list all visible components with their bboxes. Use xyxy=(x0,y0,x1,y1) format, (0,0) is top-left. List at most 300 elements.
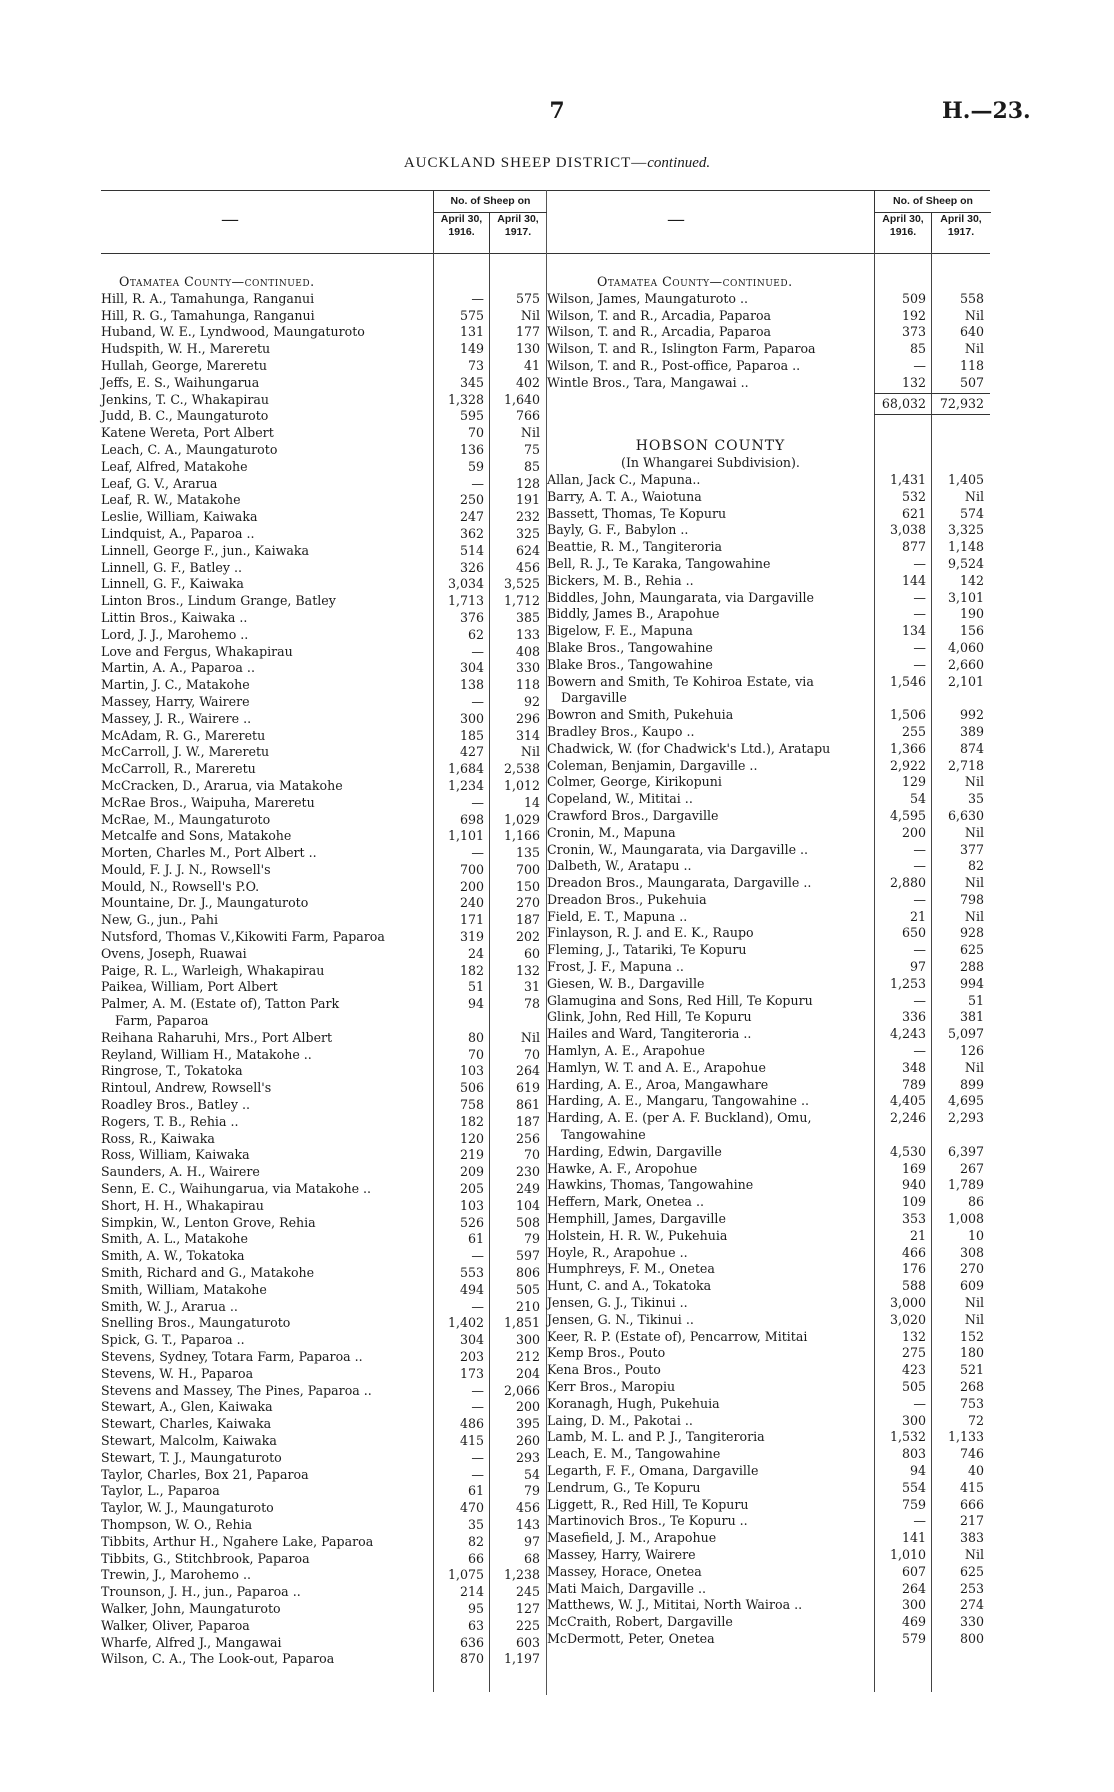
sheep-1916: 514 xyxy=(459,542,484,558)
table-row xyxy=(101,1551,546,1568)
sheep-1916: 526 xyxy=(459,1214,484,1230)
owner-name: Wilson, T. and R., Arcadia, Paparoa xyxy=(547,307,772,323)
sheep-1917: 507 xyxy=(959,374,984,390)
sheep-1917: Nil xyxy=(520,307,540,323)
sheep-1917: 274 xyxy=(959,1597,984,1613)
subdivision-heading: (In Whangarei Subdivision). xyxy=(621,455,800,471)
table-row xyxy=(101,1114,546,1131)
sheep-1916: 61 xyxy=(467,1483,484,1499)
sheep-1916: — xyxy=(471,845,484,861)
owner-name: Dargaville xyxy=(561,690,627,706)
owner-name: Harding, Edwin, Dargaville xyxy=(547,1143,722,1159)
sheep-1916: 1,010 xyxy=(889,1546,926,1562)
owner-name: Taylor, W. J., Maungaturoto xyxy=(101,1500,274,1516)
sheep-1917: 92 xyxy=(523,693,540,709)
sheep-1916: 319 xyxy=(459,929,484,945)
sheep-1916: — xyxy=(471,1466,484,1482)
table-row xyxy=(101,879,546,896)
owner-name: Linnell, George F., jun., Kaiwaka xyxy=(101,542,310,558)
sheep-1917: Nil xyxy=(520,425,540,441)
sheep-1916: 621 xyxy=(901,505,926,521)
sheep-1917: 1,851 xyxy=(503,1315,540,1331)
owner-name: Biddles, John, Maungarata, via Dargaville xyxy=(547,589,815,605)
table-row xyxy=(101,560,546,577)
owner-name: Frost, J. F., Mapuna .. xyxy=(547,959,684,975)
owner-name: Metcalfe and Sons, Matakohe xyxy=(101,828,292,844)
owner-name: Masefield, J. M., Arapohue xyxy=(547,1530,717,1546)
sheep-1916: 275 xyxy=(901,1345,926,1361)
sheep-1916: 304 xyxy=(459,660,484,676)
sheep-1916: 698 xyxy=(459,811,484,827)
no-of-sheep-header: No. of Sheep on xyxy=(433,191,547,213)
sheep-1916: 134 xyxy=(901,623,926,639)
sheep-1917: 51 xyxy=(967,992,984,1008)
sheep-1916: 200 xyxy=(901,824,926,840)
sheep-1916: 575 xyxy=(459,307,484,323)
sheep-1916: 304 xyxy=(459,1332,484,1348)
sheep-1917: 249 xyxy=(515,1181,540,1197)
sheep-1916: — xyxy=(471,1298,484,1314)
table-row xyxy=(101,895,546,912)
sheep-1916: 205 xyxy=(459,1181,484,1197)
owner-name: Wilson, T. and R., Arcadia, Paparoa xyxy=(547,324,772,340)
owner-name: Koranagh, Hugh, Pukehuia xyxy=(547,1395,720,1411)
sheep-1917: 293 xyxy=(515,1449,540,1465)
owner-name: Leslie, William, Kaiwaka xyxy=(101,509,258,525)
table-row xyxy=(547,1009,990,1026)
owner-name: Liggett, R., Red Hill, Te Kopuru xyxy=(547,1496,749,1512)
table-row xyxy=(547,506,990,523)
owner-name: Nutsford, Thomas V.,Kikowiti Farm, Paparoa xyxy=(101,929,385,945)
year-1916-header: April 30, 1916. xyxy=(882,213,924,238)
sheep-1917: 82 xyxy=(967,858,984,874)
sheep-1917: 190 xyxy=(959,606,984,622)
sheep-1917: 156 xyxy=(959,623,984,639)
table-row xyxy=(547,1261,990,1278)
table-row xyxy=(101,979,546,996)
sheep-1917: 597 xyxy=(515,1248,540,1264)
table-row xyxy=(547,341,990,358)
sheep-1916: 1,532 xyxy=(889,1429,926,1445)
owner-name: Littin Bros., Kaiwaka .. xyxy=(101,609,248,625)
sheep-1916: — xyxy=(913,891,926,907)
sheep-1916: 136 xyxy=(459,441,484,457)
table-row xyxy=(101,1265,546,1282)
owner-name: Colmer, George, Kirikopuni xyxy=(547,774,722,790)
table-row xyxy=(547,1581,990,1598)
owner-name: Bradley Bros., Kaupo .. xyxy=(547,723,695,739)
table-row xyxy=(547,1345,990,1362)
sheep-1917: 253 xyxy=(959,1580,984,1596)
table-row xyxy=(101,291,546,308)
table-row xyxy=(547,1413,990,1430)
table-row xyxy=(101,1282,546,1299)
sheep-1916: 300 xyxy=(901,1412,926,1428)
sheep-1917: 402 xyxy=(515,374,540,390)
sheep-1916: 54 xyxy=(909,791,926,807)
sheep-1917: 118 xyxy=(515,677,540,693)
sheep-1916: 554 xyxy=(901,1479,926,1495)
sheep-1917: 3,525 xyxy=(503,576,540,592)
sheep-1916: 789 xyxy=(901,1076,926,1092)
table-row xyxy=(547,623,990,640)
sheep-1916: 4,243 xyxy=(889,1026,926,1042)
sheep-1916: 470 xyxy=(459,1500,484,1516)
owner-name: Heffern, Mark, Onetea .. xyxy=(547,1194,704,1210)
sheep-1917: 127 xyxy=(515,1600,540,1616)
sheep-1917: 78 xyxy=(523,996,540,1012)
table-row xyxy=(101,1483,546,1500)
table-row xyxy=(547,1396,990,1413)
sheep-1917: 3,325 xyxy=(947,522,984,538)
sheep-1916: 4,405 xyxy=(889,1093,926,1109)
owner-name: Beattie, R. M., Tangiteroria xyxy=(547,539,723,555)
owner-name: Katene Wereta, Port Albert xyxy=(101,425,274,441)
sheep-1917: 10 xyxy=(967,1227,984,1243)
owner-name: Huband, W. E., Lyndwood, Maungaturoto xyxy=(101,324,365,340)
owner-name: Snelling Bros., Maungaturoto xyxy=(101,1315,291,1331)
sheep-1917: 415 xyxy=(959,1479,984,1495)
sheep-1916: — xyxy=(913,841,926,857)
sheep-1916: 70 xyxy=(467,425,484,441)
owner-name: Keer, R. P. (Estate of), Pencarrow, Mititai xyxy=(547,1328,808,1344)
owner-name: Jenkins, T. C., Whakapirau xyxy=(101,391,270,407)
owner-name: Smith, A. W., Tokatoka xyxy=(101,1248,245,1264)
table-row xyxy=(547,1245,990,1262)
sheep-1917: 6,397 xyxy=(947,1143,984,1159)
sheep-1916: 494 xyxy=(459,1281,484,1297)
owner-name: Barry, A. T. A., Waiotuna xyxy=(547,488,702,504)
table-row xyxy=(547,825,990,842)
owner-name: Coleman, Benjamin, Dargaville .. xyxy=(547,757,758,773)
sheep-1917: 35 xyxy=(967,791,984,807)
owner-name: Morten, Charles M., Port Albert .. xyxy=(101,845,317,861)
sheep-1916: 59 xyxy=(467,458,484,474)
table-row xyxy=(547,1446,990,1463)
sheep-1916: 247 xyxy=(459,509,484,525)
owner-name: Simpkin, W., Lenton Grove, Rehia xyxy=(101,1214,316,1230)
table-row xyxy=(547,573,990,590)
sheep-1916: 94 xyxy=(467,996,484,1012)
owner-name: Massey, Horace, Onetea xyxy=(547,1563,702,1579)
sheep-1917: 330 xyxy=(959,1614,984,1630)
sheep-1917: 5,097 xyxy=(947,1026,984,1042)
table-row xyxy=(547,1077,990,1094)
sheep-1916: — xyxy=(471,1382,484,1398)
table-row xyxy=(101,543,546,560)
table-row xyxy=(547,1110,990,1127)
sheep-1917: 746 xyxy=(959,1446,984,1462)
sheep-1916: 95 xyxy=(467,1600,484,1616)
sheep-1917: 200 xyxy=(515,1399,540,1415)
sheep-1916: 1,546 xyxy=(889,673,926,689)
table-row xyxy=(547,358,990,375)
sheep-1917: 609 xyxy=(959,1278,984,1294)
sheep-1916: — xyxy=(471,1399,484,1415)
sheep-1916: — xyxy=(471,1449,484,1465)
sheep-1916: 2,246 xyxy=(889,1110,926,1126)
sheep-1916: 132 xyxy=(901,374,926,390)
owner-name: Martinovich Bros., Te Kopuru .. xyxy=(547,1513,748,1529)
owner-name: Allan, Jack C., Mapuna.. xyxy=(547,471,701,487)
sheep-1916: 469 xyxy=(901,1614,926,1630)
owner-name: Stewart, T. J., Maungaturoto xyxy=(101,1449,282,1465)
owner-name: Wintle Bros., Tara, Mangawai .. xyxy=(547,374,749,390)
sheep-1917: 210 xyxy=(515,1298,540,1314)
table-row xyxy=(547,1614,990,1631)
sheep-1916: — xyxy=(913,1395,926,1411)
sheep-1917: 381 xyxy=(959,1009,984,1025)
sheep-1917: 41 xyxy=(523,357,540,373)
sheep-1916: — xyxy=(913,589,926,605)
owner-name: Love and Fergus, Whakapirau xyxy=(101,643,293,659)
sheep-1916: 97 xyxy=(909,959,926,975)
table-row xyxy=(101,1097,546,1114)
sheep-1916: — xyxy=(913,1043,926,1059)
sheep-1917: 899 xyxy=(959,1076,984,1092)
table-row xyxy=(547,1480,990,1497)
owner-name: Chadwick, W. (for Chadwick's Ltd.), Aratapu xyxy=(547,740,831,756)
table-row xyxy=(101,1366,546,1383)
table-row xyxy=(101,408,546,425)
table-row xyxy=(101,929,546,946)
sheep-1916: 1,684 xyxy=(447,761,484,777)
table-row xyxy=(547,707,990,724)
sheep-1917: Nil xyxy=(964,488,984,504)
sheep-1917: 232 xyxy=(515,509,540,525)
sheep-1917: 874 xyxy=(959,740,984,756)
owner-name: Glink, John, Red Hill, Te Kopuru xyxy=(547,1009,752,1025)
sheep-1917: 666 xyxy=(959,1496,984,1512)
sheep-1917: 150 xyxy=(515,878,540,894)
owner-name: Reihana Raharuhi, Mrs., Port Albert xyxy=(101,1029,333,1045)
owner-name: Mould, F. J. J. N., Rowsell's xyxy=(101,861,271,877)
table-row xyxy=(547,1362,990,1379)
sheep-1917: Nil xyxy=(520,1029,540,1045)
sheep-1916: 607 xyxy=(901,1563,926,1579)
sheep-1917: 800 xyxy=(959,1630,984,1646)
right-table-body xyxy=(547,254,990,1648)
owner-name: Stewart, Malcolm, Kaiwaka xyxy=(101,1432,277,1448)
owner-name: Harding, A. E., Aroa, Mangawhare xyxy=(547,1076,769,1092)
owner-name: Blake Bros., Tangowahine xyxy=(547,656,713,672)
table-row xyxy=(101,694,546,711)
sheep-1917: 314 xyxy=(515,727,540,743)
sheep-1916: — xyxy=(913,942,926,958)
year-1916-header: April 30, 1916. xyxy=(440,213,483,238)
sheep-1917: 187 xyxy=(515,912,540,928)
owner-name: Martin, J. C., Matakohe xyxy=(101,677,250,693)
sheep-1917: 798 xyxy=(959,891,984,907)
table-row xyxy=(101,1131,546,1148)
sheep-1916: — xyxy=(471,794,484,810)
table-row xyxy=(547,556,990,573)
sheep-1917: 619 xyxy=(515,1080,540,1096)
table-row xyxy=(101,576,546,593)
sheep-1916: 3,000 xyxy=(889,1295,926,1311)
sheep-1916: 700 xyxy=(459,861,484,877)
sheep-1917: 700 xyxy=(515,861,540,877)
sheep-1917: 558 xyxy=(959,290,984,306)
sheep-1916: 63 xyxy=(467,1617,484,1633)
table-row xyxy=(547,1463,990,1480)
sheep-1917: 625 xyxy=(959,942,984,958)
owner-name: Hawke, A. F., Aropohue xyxy=(547,1160,698,1176)
owner-name: Walker, John, Maungaturoto xyxy=(101,1600,281,1616)
year-1917-header: April 30, 1917. xyxy=(940,213,982,238)
sheep-1916: 466 xyxy=(901,1244,926,1260)
owner-name: Jeffs, E. S., Waihungarua xyxy=(101,374,260,390)
sheep-1917: 135 xyxy=(515,845,540,861)
sheep-1916: 182 xyxy=(459,962,484,978)
sheep-1916: 4,595 xyxy=(889,807,926,823)
sheep-1917: 456 xyxy=(515,1500,540,1516)
sheep-1916: 376 xyxy=(459,609,484,625)
table-row xyxy=(101,728,546,745)
sheep-1916: — xyxy=(471,693,484,709)
year-1917-header: April 30, 1917. xyxy=(497,213,539,238)
sheep-1917: 212 xyxy=(515,1349,540,1364)
table-row xyxy=(547,1329,990,1346)
table-row xyxy=(101,778,546,795)
sheep-1916: 73 xyxy=(467,357,484,373)
table-row xyxy=(101,358,546,375)
owner-name: Cronin, M., Mapuna xyxy=(547,824,676,840)
table-row xyxy=(547,606,990,623)
table-row xyxy=(101,1467,546,1484)
name-column-dash: — xyxy=(667,209,685,230)
table-row xyxy=(101,442,546,459)
owner-name: Hunt, C. and A., Tokatoka xyxy=(547,1278,712,1294)
table-row xyxy=(547,842,990,859)
sheep-1917: 4,060 xyxy=(947,639,984,655)
sheep-1917: Nil xyxy=(964,1311,984,1327)
sheep-1916: 415 xyxy=(459,1432,484,1448)
owner-name: Lord, J. J., Marohemo .. xyxy=(101,626,249,642)
owner-name: Holstein, H. R. W., Pukehuia xyxy=(547,1227,728,1243)
sheep-1916: 300 xyxy=(459,710,484,726)
owner-name: Smith, W. J., Ararua .. xyxy=(101,1298,238,1314)
sheep-1916: — xyxy=(913,606,926,622)
owner-name: Hailes and Ward, Tangiteroria .. xyxy=(547,1026,752,1042)
table-row xyxy=(547,1530,990,1547)
owner-name: Wilson, T. and R., Islington Farm, Paparoa xyxy=(547,341,816,357)
sheep-1917: 9,524 xyxy=(947,555,984,571)
table-row xyxy=(547,1429,990,1446)
sheep-1916: — xyxy=(913,555,926,571)
table-row xyxy=(101,459,546,476)
sheep-1917: 268 xyxy=(959,1379,984,1394)
owner-name: Tibbits, G., Stitchbrook, Paparoa xyxy=(101,1550,310,1566)
sheep-1916: 250 xyxy=(459,492,484,508)
owner-name: Spick, G. T., Paparoa .. xyxy=(101,1332,245,1348)
owner-name: McCarroll, J. W., Mareretu xyxy=(101,744,270,760)
sheep-1917: 1,008 xyxy=(947,1211,984,1227)
owner-name: Lendrum, G., Te Kopuru xyxy=(547,1479,701,1495)
table-row xyxy=(101,1147,546,1164)
table-row xyxy=(101,761,546,778)
sheep-1916: 120 xyxy=(459,1130,484,1146)
sheep-1916: — xyxy=(471,1248,484,1264)
table-row xyxy=(101,795,546,812)
table-row xyxy=(547,808,990,825)
owner-name: Walker, Oliver, Paparoa xyxy=(101,1617,250,1633)
owner-name: Wilson, James, Maungaturoto .. xyxy=(547,290,748,306)
table-row xyxy=(547,758,990,775)
sheep-1917: 187 xyxy=(515,1113,540,1129)
sheep-1916: 1,101 xyxy=(447,828,484,844)
owner-name: Field, E. T., Mapuna .. xyxy=(547,908,688,924)
owner-name: Copeland, W., Mititai .. xyxy=(547,791,693,807)
sheep-1916: 61 xyxy=(467,1231,484,1247)
sheep-1916: 255 xyxy=(901,723,926,739)
owner-name: Short, H. H., Whakapirau xyxy=(101,1197,264,1213)
sheep-1917: 2,538 xyxy=(503,761,540,777)
table-row xyxy=(101,1198,546,1215)
table-row xyxy=(547,1211,990,1228)
document-reference: H.—23. xyxy=(942,98,1031,124)
table-row xyxy=(101,1635,546,1652)
table-row xyxy=(547,724,990,741)
owner-name: Taylor, Charles, Box 21, Paparoa xyxy=(101,1466,309,1482)
sheep-1916: 62 xyxy=(467,626,484,642)
table-row xyxy=(547,1278,990,1295)
sheep-1917: 128 xyxy=(515,475,540,491)
sheep-1917: 308 xyxy=(959,1244,984,1260)
sheep-1916: 427 xyxy=(459,744,484,760)
owner-name: Matthews, W. J., Mititai, North Wairoa .. xyxy=(547,1597,803,1613)
owner-name: New, G., jun., Pahi xyxy=(101,912,219,928)
right-table-header xyxy=(547,190,990,254)
sheep-1917: 97 xyxy=(523,1533,540,1549)
sheep-1917: 85 xyxy=(523,458,540,474)
table-row xyxy=(101,1013,546,1030)
sheep-1917: 230 xyxy=(515,1164,540,1180)
owner-name: Hemphill, James, Dargaville xyxy=(547,1211,726,1227)
table-row xyxy=(101,425,546,442)
sheep-1917: 118 xyxy=(959,357,984,373)
sheep-1916: — xyxy=(471,475,484,491)
owner-name: Kerr Bros., Maropiu xyxy=(547,1379,676,1394)
owner-name: McRae, M., Maungaturoto xyxy=(101,811,271,827)
owner-name: Harding, A. E., Mangaru, Tangowahine .. xyxy=(547,1093,809,1109)
owner-name: Leaf, G. V., Ararua xyxy=(101,475,218,491)
table-row xyxy=(101,1383,546,1400)
table-row xyxy=(101,1584,546,1601)
sheep-1916: 870 xyxy=(459,1651,484,1667)
owner-name: Giesen, W. B., Dargaville xyxy=(547,975,705,991)
table-row xyxy=(101,1332,546,1349)
table-row xyxy=(101,1315,546,1332)
table-row xyxy=(547,1060,990,1077)
table-row xyxy=(101,996,546,1013)
owner-name: Bickers, M. B., Rehia .. xyxy=(547,572,694,588)
sheep-1917: 624 xyxy=(515,542,540,558)
sheep-1917: Nil xyxy=(964,1546,984,1562)
table-row xyxy=(101,1500,546,1517)
sheep-1916: 203 xyxy=(459,1349,484,1364)
table-row xyxy=(101,610,546,627)
table-row xyxy=(547,1312,990,1329)
owner-name: Ross, William, Kaiwaka xyxy=(101,1147,250,1163)
sheep-1917: 861 xyxy=(515,1097,540,1113)
sheep-1917: 296 xyxy=(515,710,540,726)
owner-name: Senn, E. C., Waihungarua, via Matakohe .. xyxy=(101,1181,372,1197)
table-row xyxy=(101,1231,546,1248)
sheep-1916: 3,038 xyxy=(889,522,926,538)
owner-name: Dreadon Bros., Pukehuia xyxy=(547,891,707,907)
sheep-1917: 204 xyxy=(515,1365,540,1381)
